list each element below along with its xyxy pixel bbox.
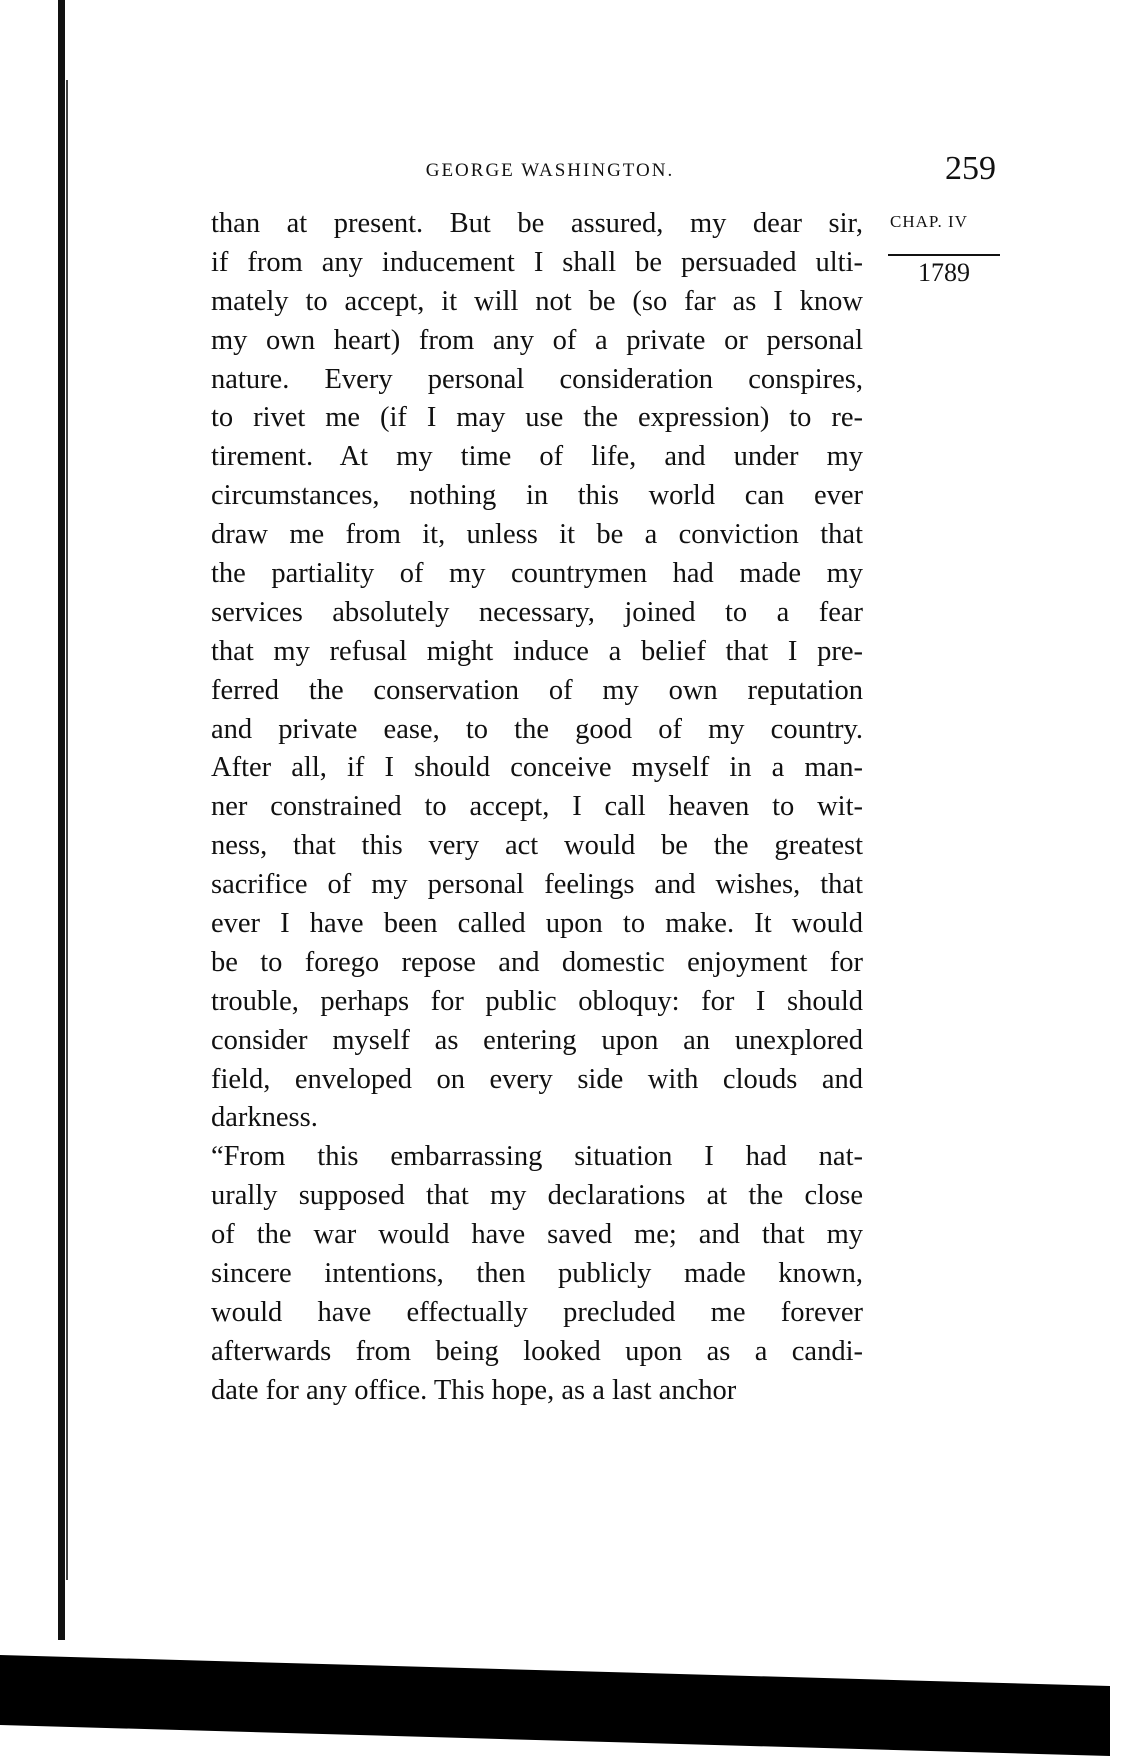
text-line: of the war would have saved me; and that my [211,1219,863,1251]
margin-rule [888,254,1000,256]
page-binding-edge [58,0,65,1640]
text-line: than at present. But be assured, my dear sir, [211,208,863,239]
text-line: tirement. At my time of life, and under my [211,441,863,473]
text-line: ferred the conservation of my own reputation [211,674,863,706]
text-line: ner constrained to accept, I call heaven to wit- [211,791,863,823]
text-line: that my refusal might induce a belief that I pre- [211,635,863,667]
margin-year: 1789 [918,258,970,287]
text-line: ever I have been called upon to make. It would [211,908,863,940]
scan-bottom-edge [0,1655,1110,1756]
text-line: draw me from it, unless it be a conviction that [211,519,863,551]
page-binding-shadow [66,80,68,1580]
body-text [211,205,863,1411]
text-line: date for any office. This hope, as a last anchor [211,1374,737,1406]
text-line: sacrifice of my personal feelings and wishes, that [211,869,863,901]
text-line: trouble, perhaps for public obloquy: for I should [211,985,863,1017]
text-line: and private ease, to the good of my country. [211,713,863,745]
text-line: if from any inducement I shall be persuaded ulti- [211,246,863,278]
text-line: the partiality of my countrymen had made my [211,558,863,590]
text-line: afterwards from being looked upon as a candi- [211,1335,863,1367]
text-line: to rivet me (if I may use the expression) to re- [211,402,863,434]
text-line: ness, that this very act would be the greatest [211,830,863,862]
page-number: 259 [945,150,996,187]
text-line: my own heart) from any of a private or personal [211,324,863,356]
text-line: “From this embarrassing situation I had nat- [211,1141,863,1173]
margin-chapter: CHAP. IV [890,212,968,231]
text-line: After all, if I should conceive myself in a man- [211,752,863,784]
text-line: nature. Every personal consideration conspires, [211,363,863,395]
text-line: be to forego repose and domestic enjoyment for [211,946,863,978]
running-head: GEORGE WASHINGTON. [425,160,675,181]
text-line: consider myself as entering upon an unexplored [211,1024,863,1056]
text-line: field, enveloped on every side with clouds and [211,1063,863,1095]
text-line: services absolutely necessary, joined to a fear [211,596,863,628]
text-line: mately to accept, it will not be (so far as I know [211,285,863,317]
text-line: sincere intentions, then publicly made known, [211,1258,863,1290]
text-line: urally supposed that my declarations at the close [211,1180,863,1212]
text-line: darkness. [211,1102,318,1134]
text-line: circumstances, nothing in this world can ever [211,480,863,512]
text-line: would have effectually precluded me forever [211,1296,863,1328]
